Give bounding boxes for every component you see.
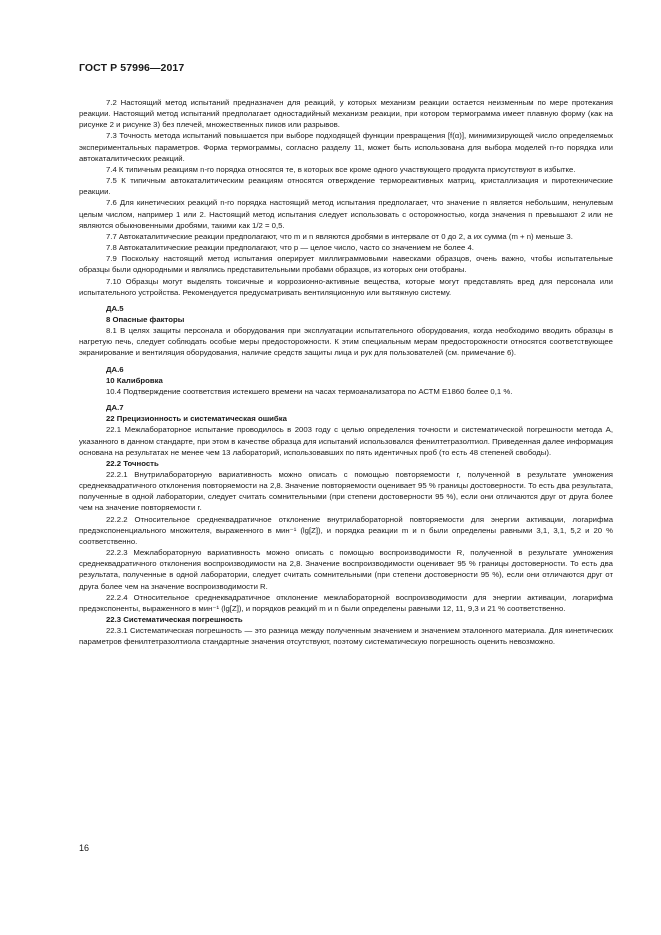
heading-8: 8 Опасные факторы — [106, 314, 185, 324]
paragraph-22-3-1: 22.3.1 Систематическая погрешность — это разница между полученным значением и значением эталонного материала. Для кинетических параметров фенилтетразолтиола стандартные значения отсутствуют, поэтому систематическую погрешность оценить невозможно. — [79, 626, 613, 647]
paragraph-7-2: 7.2 Настоящий метод испытаний предназначен для реакций, у которых механизм реакции остается неизменным по мере протекания реакции. Настоящий метод испытаний предполагает одностадийный механизм реакции, при котором термограмма имеет плавную форму (как на рисунке 2 и рисунке 3) без плечей, множественных пиков или разрывов. — [79, 98, 613, 130]
paragraph-7-7: 7.7 Автокаталитические реакции предполагают, что m и n являются дробями в интервале от 0 до 2, а их сумма (m + n) меньше 3. — [106, 231, 573, 241]
paragraph-7-9: 7.9 Поскольку настоящий метод испытания оперирует миллиграммовыми навесками образцов, очень важно, чтобы испытательные образцы были однородными и являлись представительными пробами образцов, из которых они отобраны. — [79, 254, 613, 275]
section-da6-label: ДА.6 — [106, 364, 124, 374]
document-header: ГОСТ Р 57996—2017 — [79, 62, 185, 74]
section-da5-label: ДА.5 — [106, 303, 124, 313]
paragraph-22-1: 22.1 Межлабораторное испытание проводилось в 2003 году с целью определения точности и систематической погрешности метода А, указанного в данном стандарте, при этом в качестве образца для испытаний использовался фенилтетразолтиол. Приведенная далее информация основана на результатах не менее чем 13 лабораторий, использовавших по пять идентичных проб (то есть 48 степеней свободы). — [79, 425, 613, 457]
paragraph-7-4: 7.4 К типичным реакциям n-го порядка относятся те, в которых все кроме одного участвующего продукта присутствуют в избытке. — [106, 164, 576, 174]
document-body — [79, 97, 613, 648]
paragraph-7-5: 7.5 К типичным автокаталитическим реакциям относятся отверждение термореактивных матриц, кристаллизация и пиротехнические реакции. — [79, 176, 613, 197]
heading-10: 10 Калибровка — [106, 375, 163, 385]
paragraph-7-10: 7.10 Образцы могут выделять токсичные и коррозионно-активные вещества, которые могут представлять вред для персонала или испытательного устройства. Рекомендуется предусматривать вентиляционную или вытяжную систему. — [79, 276, 613, 297]
paragraph-7-6: 7.6 Для кинетических реакций n-го порядка настоящий метод испытания предполагает, что значение n является небольшим, ненулевым целым числом, например 1 или 2. Настоящий метод испытания следует использовать с осторожностью, когда значения n превышают 2 или не являются обыкновенными дробями, такими как 1/2 = 0,5. — [79, 198, 613, 230]
paragraph-10-4: 10.4 Подтверждение соответствия истекшего времени на часах термоанализатора по АСТМ E1860 более 0,1 %. — [106, 386, 513, 396]
paragraph-22-2-2: 22.2.2 Относительное среднеквадратичное отклонение внутрилабораторной повторяемости для энергии активации, логарифма предэкспоненциального множителя, выраженного в мин⁻¹ (lg[Z]), и порядка реакции m и n были определены равными 3,1, 3,1, 5,2 и 20 % соответственно. — [79, 514, 613, 546]
heading-22-3: 22.3 Систематическая погрешность — [106, 615, 243, 625]
paragraph-22-2-4: 22.2.4 Относительное среднеквадратичное отклонение межлабораторной воспроизводимости для энергии активации, логарифма предэкспоненты, выраженного в мин⁻¹ (lg[Z]), и порядков реакций m и n были определены равными 12, 11, 9,3 и 21 % соответственно. — [79, 592, 613, 613]
heading-22: 22 Прецизионность и систематическая ошибка — [106, 414, 287, 424]
section-da7-label: ДА.7 — [106, 403, 124, 413]
paragraph-8-1: 8.1 В целях защиты персонала и оборудования при эксплуатации испытательного оборудования, когда необходимо вводить образцы в нагретую печь, следует соблюдать особые меры предосторожности. К этим специальным мерам предосторожности относятся соответствующее экранирование и вентиляция оборудования, наличие средств защиты лица и рук для пользователей (см. примечание 6). — [79, 326, 613, 358]
heading-22-2: 22.2 Точность — [106, 458, 159, 468]
paragraph-22-2-1: 22.2.1 Внутрилабораторную вариативность можно описать с помощью повторяемости r, полученной в результате умножения среднеквадратичного отклонения повторяемости на 2,8. Значение повторяемости оценивает 95 % границы достоверности. То есть два результата, полученные в одной лаборатории, следует считать сомнительными (при степени достоверности 95 %), если они отличаются друг от друга более чем на значение повторяемости r. — [79, 470, 613, 513]
paragraph-22-2-3: 22.2.3 Межлабораторную вариативность можно описать с помощью воспроизводимости R, полученной в результате умножения среднеквадратичного отклонения воспроизводимости на 2,8. Значение воспроизводимости оценивает 95 % границы достоверности. То есть два результата, полученные в одной лаборатории, следует считать сомнительными (при степени достоверности 95 %), если они отличаются друг от друга более чем на значение воспроизводимости R. — [79, 548, 613, 591]
paragraph-7-8: 7.8 Автокаталитические реакции предполагают, что p — целое число, часто со значением не более 4. — [106, 243, 474, 253]
paragraph-7-3: 7.3 Точность метода испытаний повышается при выборе подходящей функции превращения [f(α)], минимизирующей число определяемых экспериментальных параметров. Форма термограммы, согласно разделу 11, может быть использована для выбора моделей n-го порядка или автокаталитических реакций. — [79, 131, 613, 163]
page-number: 16 — [79, 843, 90, 853]
